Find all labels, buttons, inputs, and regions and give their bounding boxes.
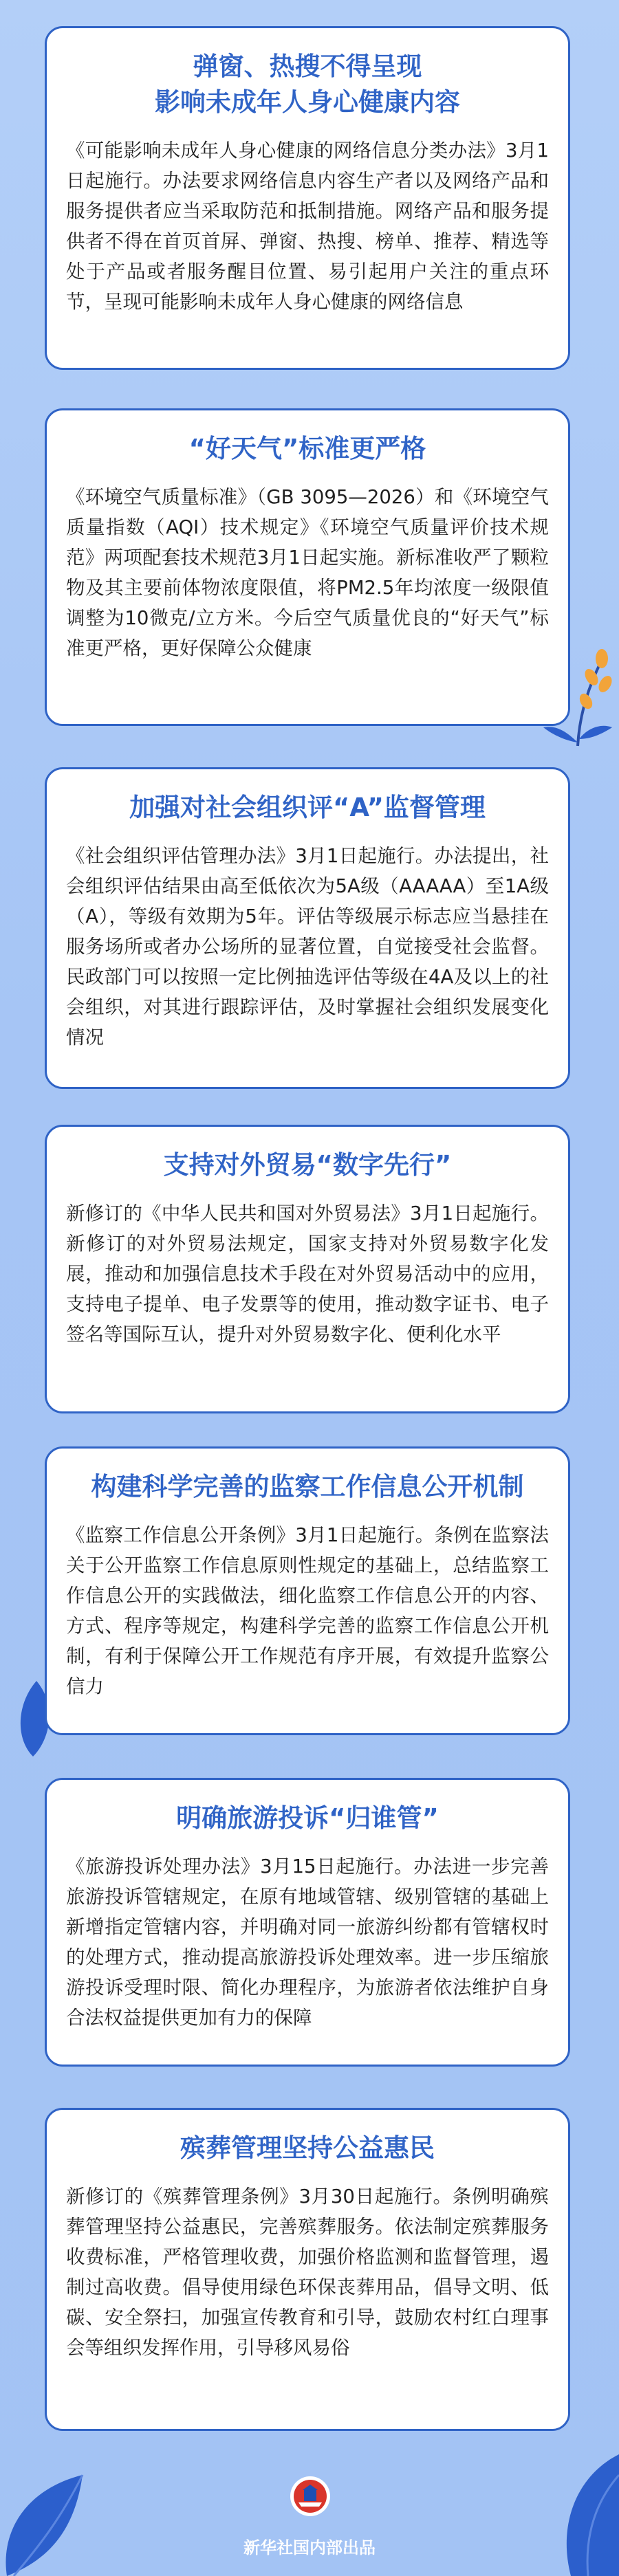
news-card-7	[45, 2108, 570, 2431]
card-title: 殡葬管理坚持公益惠民	[180, 2133, 435, 2163]
card-body: 《旅游投诉处理办法》3月15日起施行。办法进一步完善旅游投诉管辖规定，在原有地域管辖、级别管辖的基础上新增指定管辖内容，并明确对同一旅游纠纷都有管辖权时的处理方式，推动提高旅游投诉处理效率。进一步压缩旅游投诉受理时限、简化办理程序，为旅游者依法维护自身合法权益提供更加有力的保障	[66, 1856, 549, 2029]
card-title: 构建科学完善的监察工作信息公开机制	[91, 1472, 524, 1501]
card-body: 《可能影响未成年人身心健康的网络信息分类办法》3月1日起施行。办法要求网络信息内容生产者以及网络产品和服务提供者应当采取防范和抵制措施。网络产品和服务提供者不得在首页首屏、弹窗、热搜、榜单、推荐、精选等处于产品或者服务醒目位置、易引起用户关注的重点环节，呈现可能影响未成年人身心健康的网络信息	[66, 140, 549, 313]
news-card-2	[45, 408, 570, 726]
card-title: “好天气”标准更严格	[188, 434, 426, 463]
card-title: 加强对社会组织评“A”监督管理	[129, 793, 486, 822]
card-title: 明确旅游投诉“归谁管”	[176, 1803, 439, 1833]
card-title: 支持对外贸易“数字先行”	[163, 1150, 452, 1180]
card-body: 新修订的《殡葬管理条例》3月30日起施行。条例明确殡葬管理坚持公益惠民，完善殡葬服务。依法制定殡葬服务收费标准，严格管理收费，加强价格监测和监督管理，遏制过高收费。倡导使用绿色环保丧葬用品，倡导文明、低碳、安全祭扫，加强宣传教育和引导，鼓励农村红白理事会等组织发挥作用，引导移风易俗	[66, 2186, 549, 2359]
card-title: 弹窗、热搜不得呈现 影响未成年人身心健康内容	[155, 52, 460, 117]
news-card-3	[45, 767, 570, 1089]
card-body: 《监察工作信息公开条例》3月1日起施行。条例在监察法关于公开监察工作信息原则性规定的基础上，总结监察工作信息公开的实践做法，细化监察工作信息公开的内容、方式、程序等规定，构建科学完善的监察工作信息公开机制，有利于保障公开工作规范有序开展，有效提升监察公信力	[66, 1524, 549, 1697]
news-card-5	[45, 1446, 570, 1735]
news-card-6	[45, 1778, 570, 2067]
news-card-1	[45, 26, 570, 370]
card-body: 新修订的《中华人民共和国对外贸易法》3月1日起施行。新修订的对外贸易法规定，国家支持对外贸易数字化发展，推动和加强信息技术手段在对外贸易活动中的应用，支持电子提单、电子发票等的使用，推动数字证书、电子签名等国际互认，提升对外贸易数字化、便利化水平	[66, 1202, 549, 1345]
card-body: 《社会组织评估管理办法》3月1日起施行。办法提出，社会组织评估结果由高至低依次为5A级（AAAAA）至1A级（A），等级有效期为5年。评估等级展示标志应当悬挂在服务场所或者办公场所的显著位置，自觉接受社会监督。民政部门可以按照一定比例抽选评估等级在4A及以上的社会组织，对其进行跟踪评估，及时掌握社会组织发展变化情况	[66, 845, 549, 1048]
xinhua-logo-icon	[289, 2475, 332, 2518]
card-body: 《环境空气质量标准》（GB 3095—2026）和《环境空气质量指数（AQI）技术规定》《环境空气质量评价技术规范》两项配套技术规范3月1日起实施。新标准收严了颗粒物及其主要前体物浓度限值，将PM2.5年均浓度一级限值调整为10微克/立方米。今后空气质量优良的“好天气”标准更严格，更好保障公众健康	[66, 486, 549, 659]
news-card-4	[45, 1125, 570, 1413]
footer-credit: 新华社国内部出品	[243, 2538, 376, 2557]
